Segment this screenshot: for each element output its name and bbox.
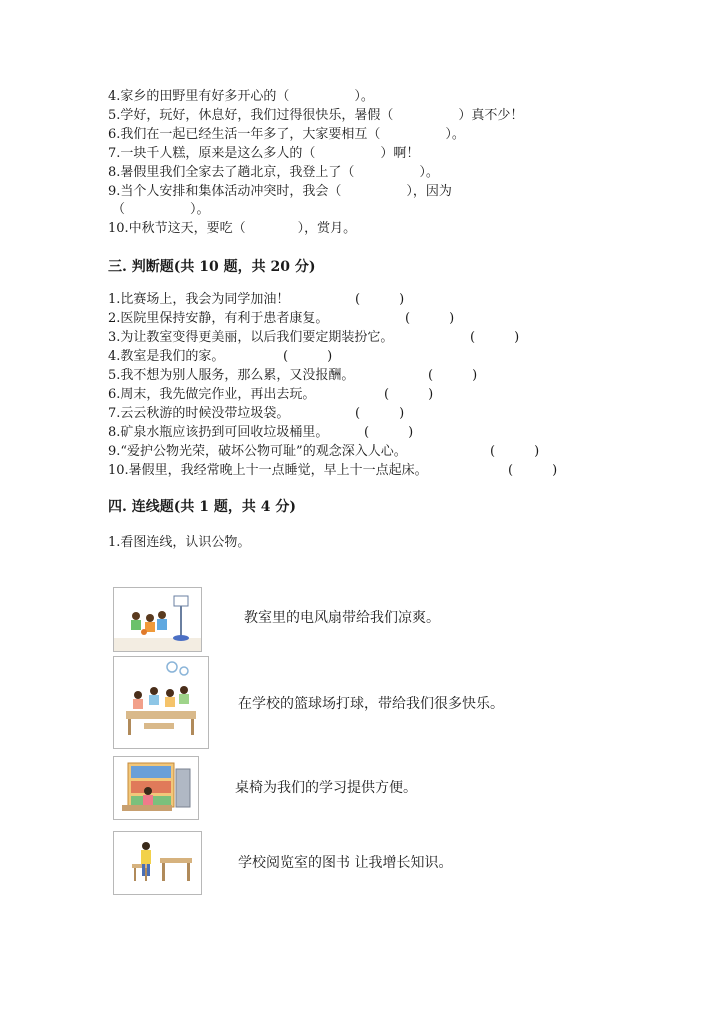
judge-item-8: 8.矿泉水瓶应该扔到可回收垃圾桶里。 [108, 425, 329, 440]
fill-in-item-10: 10.中秋节这天，要吃（ ），赏月。 [108, 221, 357, 236]
fill-in-item-8: 8.暑假里我们全家去了趟北京，我登上了（ ）。 [108, 165, 439, 180]
judge-paren-8: ( ) [364, 425, 414, 440]
judge-paren-6: ( ) [384, 387, 434, 402]
judge-item-7: 7.云云秋游的时候没带垃圾袋。 [108, 406, 290, 421]
desk-chair-picture[interactable] [113, 831, 202, 895]
fill-in-item-6: 6.我们在一起已经生活一年多了，大家要相互（ ）。 [108, 127, 465, 142]
judge-item-10: 10.暑假里，我经常晚上十一点睡觉，早上十一点起床。 [108, 463, 428, 478]
fill-in-item-9-cont: （ ）。 [112, 202, 210, 217]
judge-paren-2: ( ) [405, 311, 455, 326]
judge-item-4: 4.教室是我们的家。 [108, 349, 225, 364]
judge-paren-10: ( ) [508, 463, 558, 478]
judge-paren-5: ( ) [428, 368, 478, 383]
caption-desks[interactable]: 桌椅为我们的学习提供方便。 [235, 780, 417, 796]
judge-item-9: 9.“爱护公物光荣，破坏公物可耻”的观念深入人心。 [108, 444, 407, 459]
fill-in-item-9: 9.当个人安排和集体活动冲突时，我会（ ），因为 [108, 184, 452, 199]
reading-room-picture[interactable] [113, 756, 199, 820]
judge-paren-9: ( ) [490, 444, 540, 459]
caption-books[interactable]: 学校阅览室的图书 让我增长知识。 [238, 855, 453, 871]
caption-basketball[interactable]: 在学校的篮球场打球，带给我们很多快乐。 [238, 696, 504, 712]
judge-item-2: 2.医院里保持安静，有利于患者康复。 [108, 311, 329, 326]
judge-item-6: 6.周末，我先做完作业，再出去玩。 [108, 387, 316, 402]
section-4-title: 四. 连线题(共 1 题，共 4 分) [108, 499, 296, 515]
judge-paren-1: ( ) [355, 292, 405, 307]
judge-item-5: 5.我不想为别人服务，那么累，又没报酬。 [108, 368, 355, 383]
basketball-court-picture[interactable] [113, 587, 202, 652]
matching-question: 1.看图连线，认识公物。 [108, 535, 251, 550]
judge-item-3: 3.为让教室变得更美丽，以后我们要定期装扮它。 [108, 330, 394, 345]
fill-in-item-4: 4.家乡的田野里有好多开心的（ ）。 [108, 89, 374, 104]
judge-paren-3: ( ) [470, 330, 520, 345]
fill-in-item-7: 7.一块千人糕，原来是这么多人的（ ）啊！ [108, 146, 420, 161]
fill-in-item-5: 5.学好，玩好，休息好，我们过得很快乐，暑假（ ）真不少！ [108, 108, 524, 123]
classroom-fan-picture[interactable] [113, 656, 209, 749]
caption-fan[interactable]: 教室里的电风扇带给我们凉爽。 [244, 610, 440, 626]
judge-paren-7: ( ) [355, 406, 405, 421]
judge-item-1: 1.比赛场上，我会为同学加油！ [108, 292, 290, 307]
judge-paren-4: ( ) [283, 349, 333, 364]
section-3-title: 三. 判断题(共 10 题，共 20 分) [108, 259, 316, 275]
